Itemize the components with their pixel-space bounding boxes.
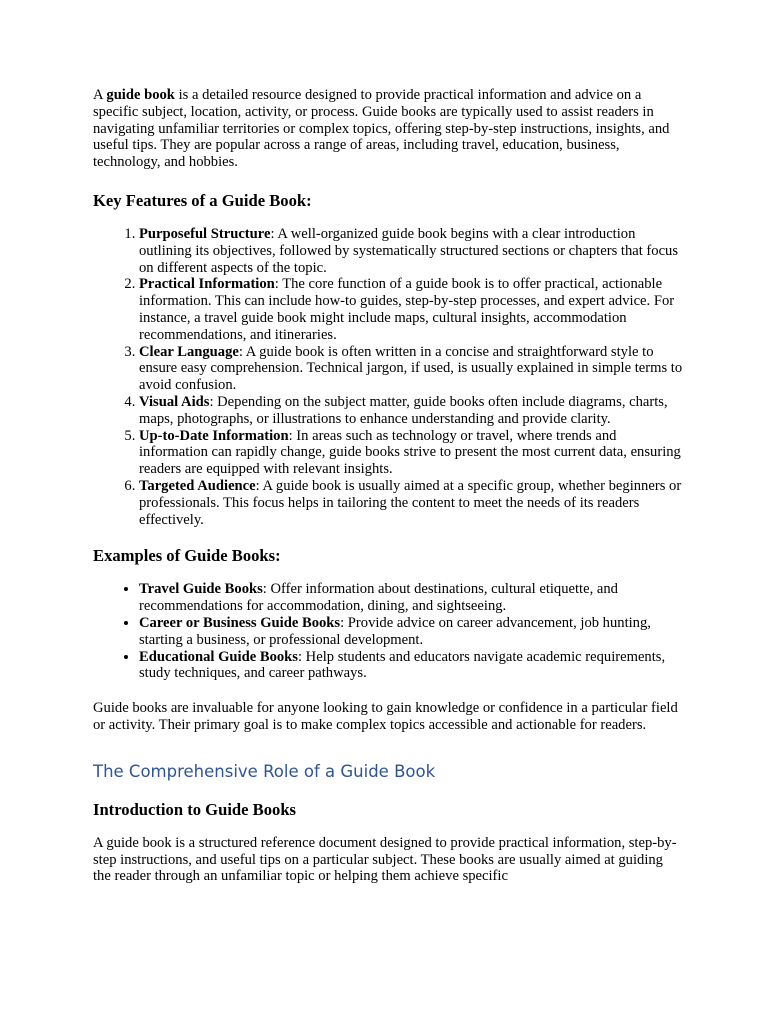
features-heading: Key Features of a Guide Book: [93,190,312,210]
feature-text: : A guide book is often written in a concise and straightforward style to ensure easy comprehension. Technical jargon, if used, is usually explained in simple terms to avoid confusion. [139,343,683,394]
feature-item [139,226,683,276]
feature-item [139,394,683,428]
examples-heading: Examples of Guide Books: [93,546,281,566]
example-item [139,581,683,615]
section-title: The Comprehensive Role of a Guide Book [93,761,436,781]
example-item [139,649,683,683]
example-term: Educational Guide Books [139,648,298,665]
section-paragraph: A guide book is a structured reference document designed to provide practical information, step-by-step instructions, and useful tips on a particular subject. These books are usually aimed at guiding the reader through an unfamiliar topic or helping them achieve specific [93,834,677,885]
feature-item [139,428,683,478]
intro-prefix: A [93,87,107,103]
feature-term: Purposeful Structure [139,225,271,242]
feature-term: Targeted Audience [139,477,256,494]
intro-paragraph [93,87,683,171]
intro-bold-term: guide book [106,87,175,103]
feature-text: : A well-organized guide book begins with a clear introduction outlining its objectives, followed by systematically structured sections or chapters that focus on different aspects of the topic. [139,225,679,276]
example-term: Travel Guide Books [139,581,263,598]
intro-text: is a detailed resource designed to provide practical information and advice on a specific subject, location, activity, or process. Guide books are typically used to assist readers in navigating unfamiliar territories or complex topics, offering step-by-step instructions, insights, and useful tips. They are popular across a range of areas, including travel, education, business, technology, and hobbies. [93,87,670,171]
examples-list [93,581,683,682]
feature-item [139,478,683,528]
example-item [139,615,683,649]
example-text: : Help students and educators navigate academic requirements, study techniques, and career pathways. [139,648,666,682]
example-text: : Provide advice on career advancement, job hunting, starting a business, or professional development. [139,614,651,648]
feature-item [139,276,683,343]
closing-paragraph: Guide books are invaluable for anyone looking to gain knowledge or confidence in a particular field or activity. Their primary goal is to make complex topics accessible and actionable for readers. [93,700,678,733]
feature-term: Up-to-Date Information [139,427,289,444]
features-list [93,226,683,528]
feature-item [139,344,683,394]
feature-term: Visual Aids [139,393,210,410]
feature-text: : A guide book is usually aimed at a specific group, whether beginners or professionals. This focus helps in tailoring the content to meet the needs of its readers effectively. [139,477,682,528]
feature-term: Practical Information [139,276,275,293]
document-page [93,87,683,885]
example-text: : Offer information about destinations, cultural etiquette, and recommendations for accommodation, dining, and sightseeing. [139,581,618,615]
feature-text: : The core function of a guide book is to offer practical, actionable information. This can include how-to guides, step-by-step processes, and expert advice. For instance, a travel guide book might include maps, cultural insights, accommodation recommendations, and itineraries. [139,276,675,343]
feature-term: Clear Language [139,343,239,360]
feature-text: : In areas such as technology or travel, where trends and information can rapidly change, guide books strive to present the most current data, ensuring readers are equipped with relevant insights. [139,427,681,478]
feature-text: : Depending on the subject matter, guide books often include diagrams, charts, maps, photographs, or illustrations to enhance understanding and provide clarity. [139,393,668,427]
example-term: Career or Business Guide Books [139,614,341,631]
section-subheading: Introduction to Guide Books [93,799,297,819]
